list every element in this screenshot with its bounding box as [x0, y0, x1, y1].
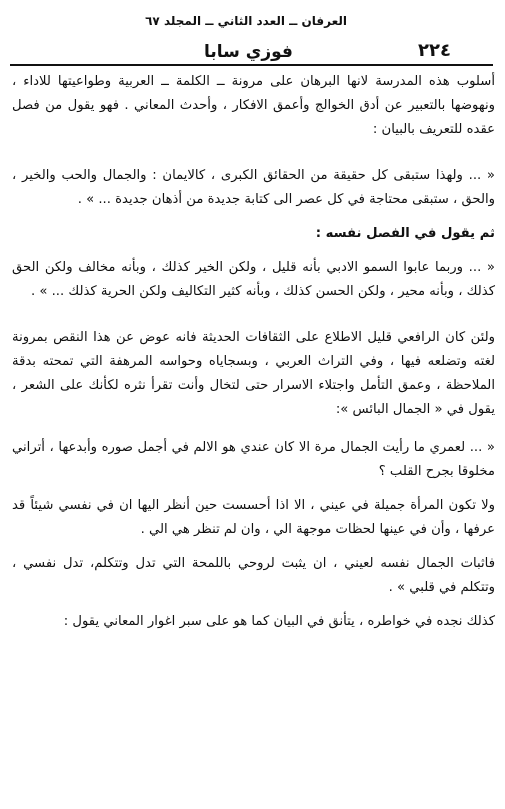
quote-paragraph-5: فاثبات الجمال نفسه لعيني ، ان يثبت لروحي باللمحة التي تدل وتتكلم، تدل نفسي ، وتتكلم في قلبي » . [12, 556, 495, 595]
body-text [12, 70, 495, 634]
paragraph-transition: ثم يقول في الفصل نفسه : [315, 226, 495, 241]
paragraph-closing: كذلك نجده في خواطره ، يتأنق في البيان كما هو على سبر اغوار المعاني يقول : [63, 614, 495, 629]
quote-paragraph-1: « ... ولهذا ستبقى كل حقيقة من الحقائق الكبرى ، كالايمان : والجمال والحب والخير ، والحق ، ستبقى محتاجة في كل عصر الى كتابة جديدة من أذهان جديدة ... » . [12, 168, 495, 207]
paragraph-rafii: ولئن كان الرافعي قليل الاطلاع على الثقافات الحديثة فانه عوض عن هذا النقص بمرونة لغته وتضلعه فيها ، وفي التراث العربي ، وبسجاياه وحواسه المرهفة التي تمحته بدقة الملاحظة ، وعمق التأمل واجتلاء الاسرار حتى لتخال وأنت تقرأ نثره لكأنك على الشعر ، يقول في « الجمال البائس »: [12, 330, 495, 417]
quote-paragraph-2: « ... وربما عابوا السمو الادبي بأنه قليل ، ولكن الخير كذلك ، وبأنه مخالف ولكن الحق كذلك ، وبأنه محير ، ولكن الحسن كذلك ، وبأنه كثير التكاليف ولكن الحرية كذلك ... » . [12, 260, 495, 299]
paragraph-intro: أسلوب هذه المدرسة لانها البرهان على مرونة ــ الكلمة ــ العربية وطواعيتها للاداء ، ونهوضها بالتعبير عن أدق الخوالج وأعمق الافكار ، وأحدث المعاني . فهو يقول من فصل عقده للتعريف بالبيان : [12, 74, 495, 137]
running-header-author: فوزي سابا [204, 42, 293, 62]
page-header [8, 2, 497, 62]
page-number: ٢٢٤ [418, 40, 451, 61]
quote-paragraph-3: « ... لعمري ما رأيت الجمال مرة الا كان عندي هو الالم في أجمل صوره وأبدعها ، أتراني مخلوقا بجرح القلب ؟ [12, 440, 495, 479]
quote-paragraph-4: ولا تكون المرأة جميلة في عيني ، الا اذا أحسست حين أنظر اليها ان في نفسي شيئاً قد عرفها ، وأن في عينها لحظات موجهة الي ، وان لم تنظر هي الي . [12, 498, 495, 537]
header-rule [10, 64, 493, 66]
running-header-journal: العرفان ــ العدد الثاني ــ المجلد ٦٧ [145, 14, 347, 28]
